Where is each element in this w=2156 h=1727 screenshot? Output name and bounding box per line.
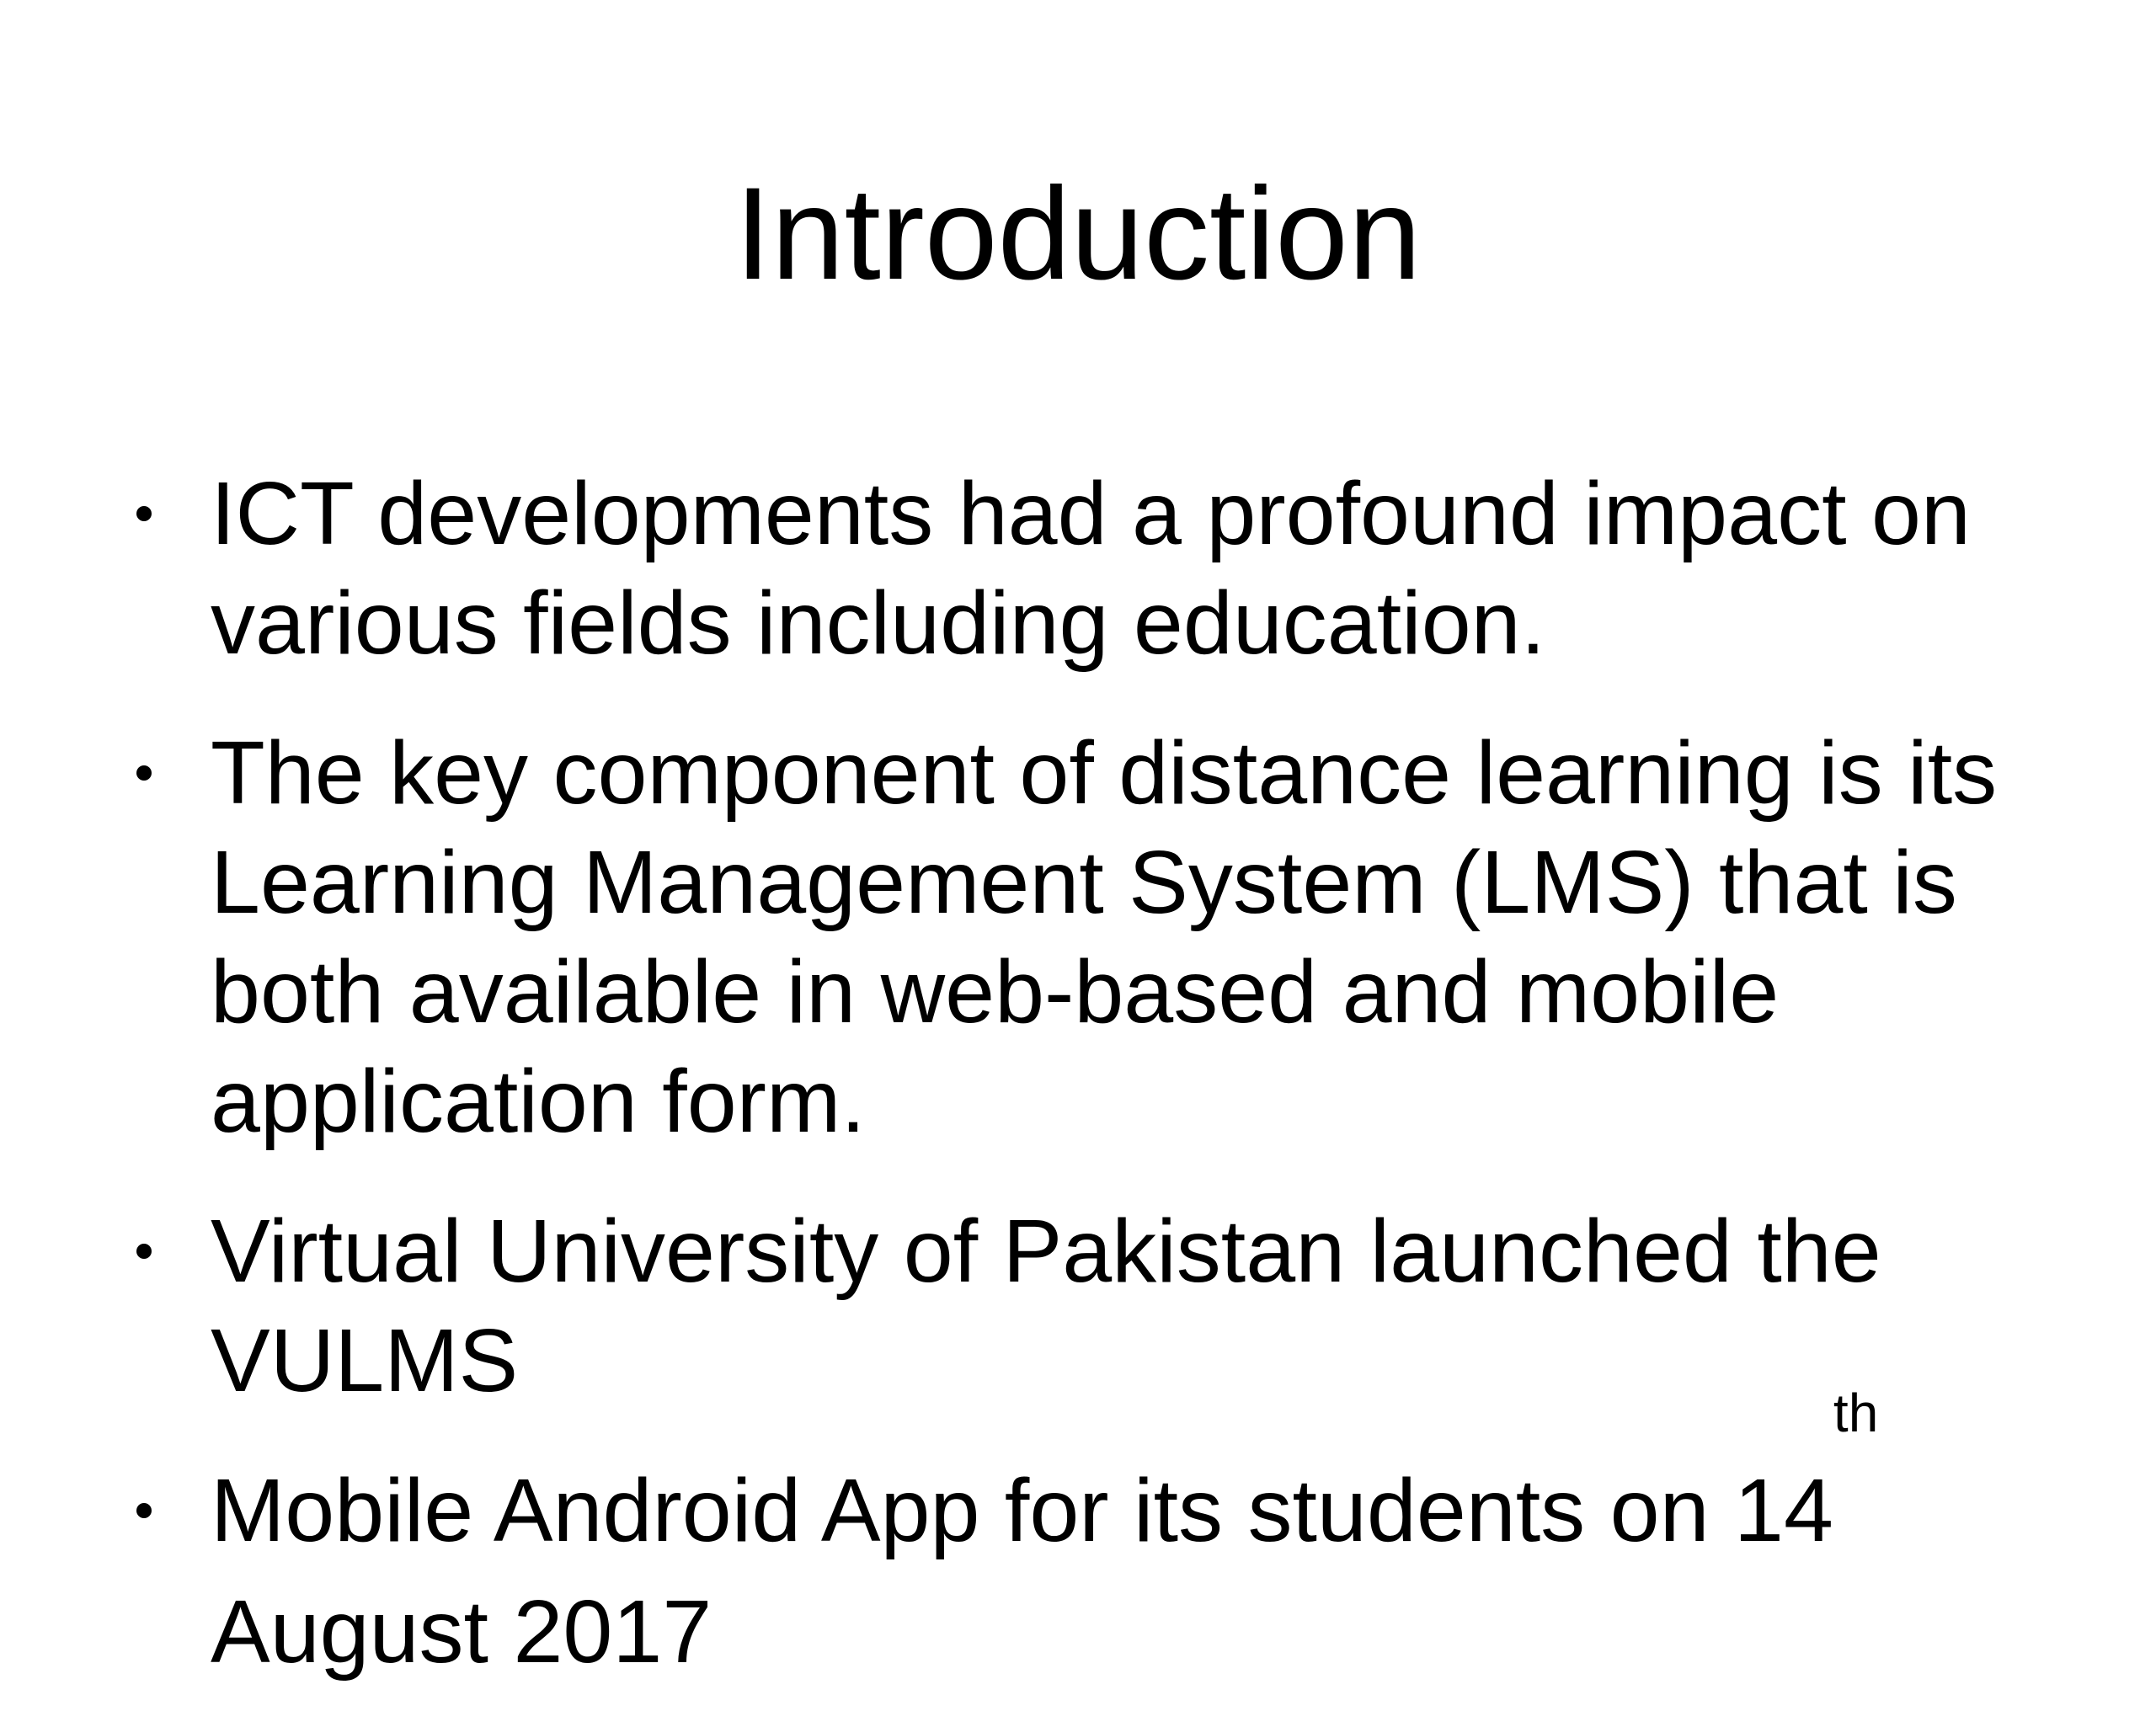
bullet-text-before: Mobile Android App for its students on 14 bbox=[211, 1461, 1833, 1560]
bullet-text: ICT developments had a profound impact on various fields including education. bbox=[211, 464, 1971, 673]
ordinal-superscript: th bbox=[1833, 1383, 1879, 1443]
bullet-item bbox=[0, 1197, 2156, 1415]
bullet-text: The key component of distance learning is its Learning Management System (LMS) that is both available in web-based and mobile application form. bbox=[211, 723, 1998, 1151]
bullet-list bbox=[0, 459, 2156, 1727]
bullet-dot-icon bbox=[136, 506, 152, 521]
bullet-item bbox=[0, 1383, 2156, 1687]
slide-title: Introduction bbox=[734, 161, 1422, 307]
bullet-dot-icon bbox=[136, 1503, 152, 1518]
bullet-item bbox=[0, 459, 2156, 678]
bullet-dot-icon bbox=[136, 765, 152, 781]
bullet-text-after: August 2017 bbox=[211, 1582, 712, 1682]
bullet-dot-icon bbox=[136, 1244, 152, 1259]
bullet-text: Virtual University of Pakistan launched the VULMS bbox=[211, 1202, 1881, 1410]
bullet-text bbox=[211, 1383, 2089, 1687]
bullet-item bbox=[0, 718, 2156, 1156]
